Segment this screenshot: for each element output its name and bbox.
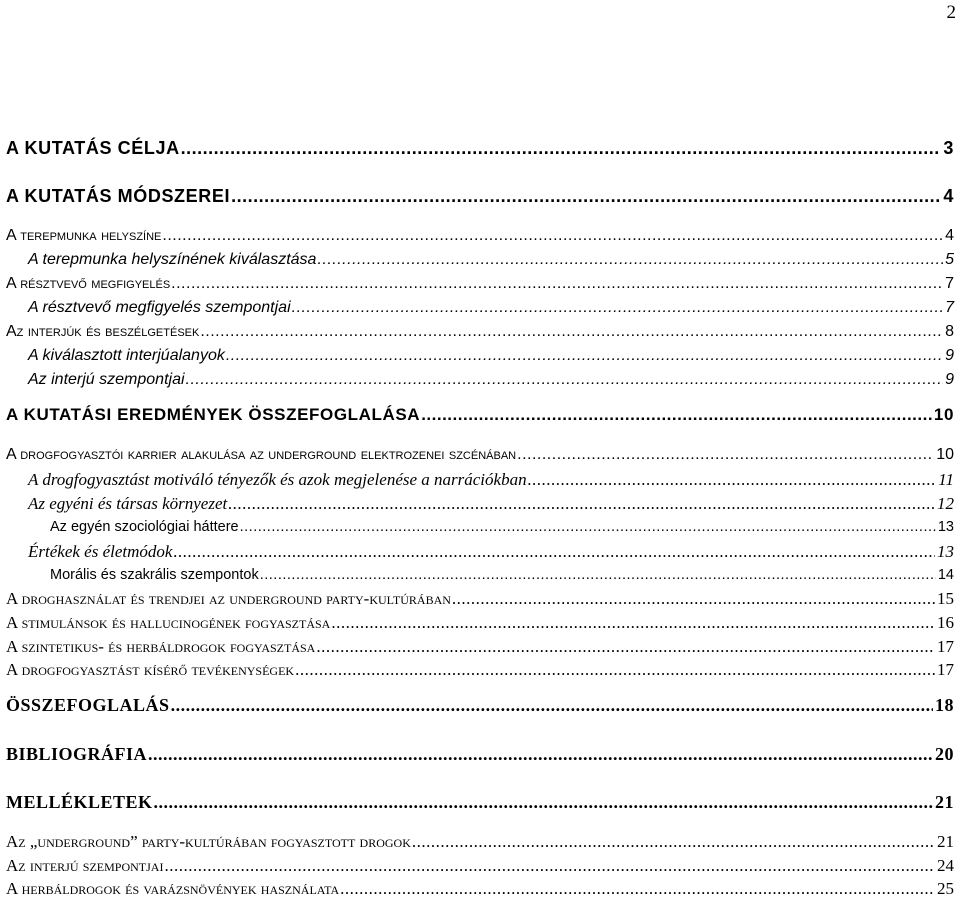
toc-leader [240, 520, 936, 535]
toc-entry-page: 25 [937, 879, 954, 898]
toc-entry[interactable] [6, 696, 954, 714]
toc-leader [200, 324, 943, 340]
toc-leader [173, 543, 935, 560]
toc-entry[interactable] [28, 348, 954, 364]
toc-leader [164, 857, 935, 874]
toc-entry-title: Az interjúk és beszélgetések [6, 323, 200, 340]
toc-leader [148, 745, 933, 763]
toc-entry-page: 18 [935, 695, 954, 715]
toc-entry-title: A kiválasztott interjúalanyok [28, 347, 225, 364]
toc-entry[interactable] [6, 857, 954, 874]
toc-leader [317, 252, 943, 268]
toc-entry[interactable] [50, 568, 954, 583]
toc-entry[interactable] [28, 300, 954, 316]
toc-entry[interactable] [28, 543, 954, 560]
toc-leader [186, 372, 944, 388]
toc-entry-title: A herbáldrogok és varázsnövények használata [6, 879, 340, 898]
toc-entry-page: 7 [945, 275, 954, 292]
toc-entry-title: A terepmunka helyszíne [6, 227, 162, 244]
toc-leader [181, 139, 942, 157]
toc-entry-title: Morális és szakrális szempontok [50, 567, 259, 583]
toc-entry[interactable] [6, 228, 954, 244]
toc-entry-page: 17 [937, 637, 954, 656]
toc-entry-title: A KUTATÁS CÉLJA [6, 138, 180, 158]
toc-entry-page: 16 [937, 613, 954, 632]
toc-entry-page: 10 [933, 405, 954, 424]
toc-entry-title: A szintetikus- és herbáldrogok fogyasztása [6, 637, 316, 656]
toc-entry-page: 21 [937, 832, 954, 851]
toc-entry-title: A drogfogyasztást motiváló tényezők és azok megjelenése a narrációkban [28, 470, 527, 489]
toc-entry-title: A KUTATÁSI EREDMÉNYEK ÖSSZEFOGLALÁSA [6, 405, 421, 424]
toc-entry[interactable] [6, 324, 954, 340]
toc-entry[interactable] [6, 745, 954, 763]
toc-entry-page: 15 [937, 589, 954, 608]
toc-entry[interactable] [6, 276, 954, 292]
toc-entry-page: 3 [943, 138, 954, 158]
toc-entry-page: 11 [938, 470, 954, 489]
toc-leader [412, 833, 935, 850]
toc-leader [528, 471, 937, 488]
toc-leader [295, 661, 935, 678]
toc-leader [231, 187, 941, 205]
toc-entry-title: A résztvevő megfigyelés szempontjai [28, 299, 291, 316]
toc-entry-page: 14 [937, 567, 954, 583]
toc-entry-page: 7 [945, 299, 954, 316]
toc-leader [154, 793, 933, 811]
toc-leader [228, 495, 935, 512]
toc-leader [260, 568, 936, 583]
toc-entry-title: Az interjú szempontjai [6, 856, 164, 875]
toc-entry-page: 24 [937, 856, 954, 875]
toc-leader [340, 880, 935, 897]
toc-entry[interactable] [6, 833, 954, 850]
toc-entry-page: 13 [937, 542, 954, 561]
toc-entry[interactable] [6, 406, 954, 423]
toc-leader [316, 638, 935, 655]
toc-entry[interactable] [6, 447, 954, 463]
toc-entry-title: Az egyén szociológiai háttere [50, 519, 239, 535]
toc-entry[interactable] [6, 139, 954, 157]
toc-entry-page: 10 [936, 446, 954, 463]
toc-leader [162, 228, 943, 244]
toc-leader [171, 696, 933, 714]
toc-entry-page: 5 [945, 251, 954, 268]
toc-leader [452, 590, 935, 607]
toc-entry[interactable] [6, 661, 954, 678]
toc-entry-title: A drogfogyasztói karrier alakulása az underground elektrozenei szcénában [6, 446, 517, 463]
toc-entry[interactable] [6, 638, 954, 655]
toc-entry-title: A résztvevő megfigyelés [6, 275, 171, 292]
toc-entry-page: 9 [945, 347, 954, 364]
toc-entry[interactable] [6, 614, 954, 631]
toc-entry-page: 8 [945, 323, 954, 340]
toc-leader [421, 406, 932, 423]
toc-entry[interactable] [6, 793, 954, 811]
toc-entry-page: 4 [945, 227, 954, 244]
toc-entry-title: A terepmunka helyszínének kiválasztása [28, 251, 317, 268]
toc-entry-title: A drogfogyasztást kísérő tevékenységek [6, 660, 295, 679]
toc-entry-page: 4 [943, 186, 954, 206]
toc-leader [517, 447, 934, 463]
toc-entry[interactable] [28, 252, 954, 268]
toc-entry[interactable] [6, 880, 954, 897]
toc-entry-title: A KUTATÁS MÓDSZEREI [6, 186, 231, 206]
toc-entry-page: 17 [937, 660, 954, 679]
toc-leader [331, 614, 935, 631]
toc-entry-page: 9 [945, 371, 954, 388]
toc-entry-title: BIBLIOGRÁFIA [6, 744, 148, 764]
toc-entry-title: Értékek és életmódok [28, 542, 173, 561]
toc-entry-title: ÖSSZEFOGLALÁS [6, 695, 170, 715]
toc-entry-title: Az egyéni és társas környezet [28, 494, 228, 513]
toc-entry-page: 20 [935, 744, 954, 764]
toc-entry-page: 12 [937, 494, 954, 513]
toc-leader [171, 276, 943, 292]
toc-entry-page: 21 [935, 792, 954, 812]
toc-entry-title: A stimulánsok és hallucinogének fogyasztása [6, 613, 331, 632]
toc-leader [226, 348, 943, 364]
toc-entry[interactable] [28, 471, 954, 488]
toc-entry[interactable] [6, 187, 954, 205]
toc-entry-page: 13 [937, 519, 954, 535]
toc-entry-title: MELLÉKLETEK [6, 792, 153, 812]
toc-entry-title: A droghasználat és trendjei az underground party-kultúrában [6, 589, 451, 608]
toc-entry[interactable] [6, 590, 954, 607]
toc-entry[interactable] [50, 520, 954, 535]
page-number: 2 [946, 2, 956, 23]
toc-entry[interactable] [28, 495, 954, 512]
toc-entry-title: Az interjú szempontjai [28, 371, 185, 388]
toc-entry[interactable] [28, 372, 954, 388]
toc-entry-title: Az „underground” party-kultúrában fogyasztott drogok [6, 832, 411, 851]
toc-leader [292, 300, 943, 316]
